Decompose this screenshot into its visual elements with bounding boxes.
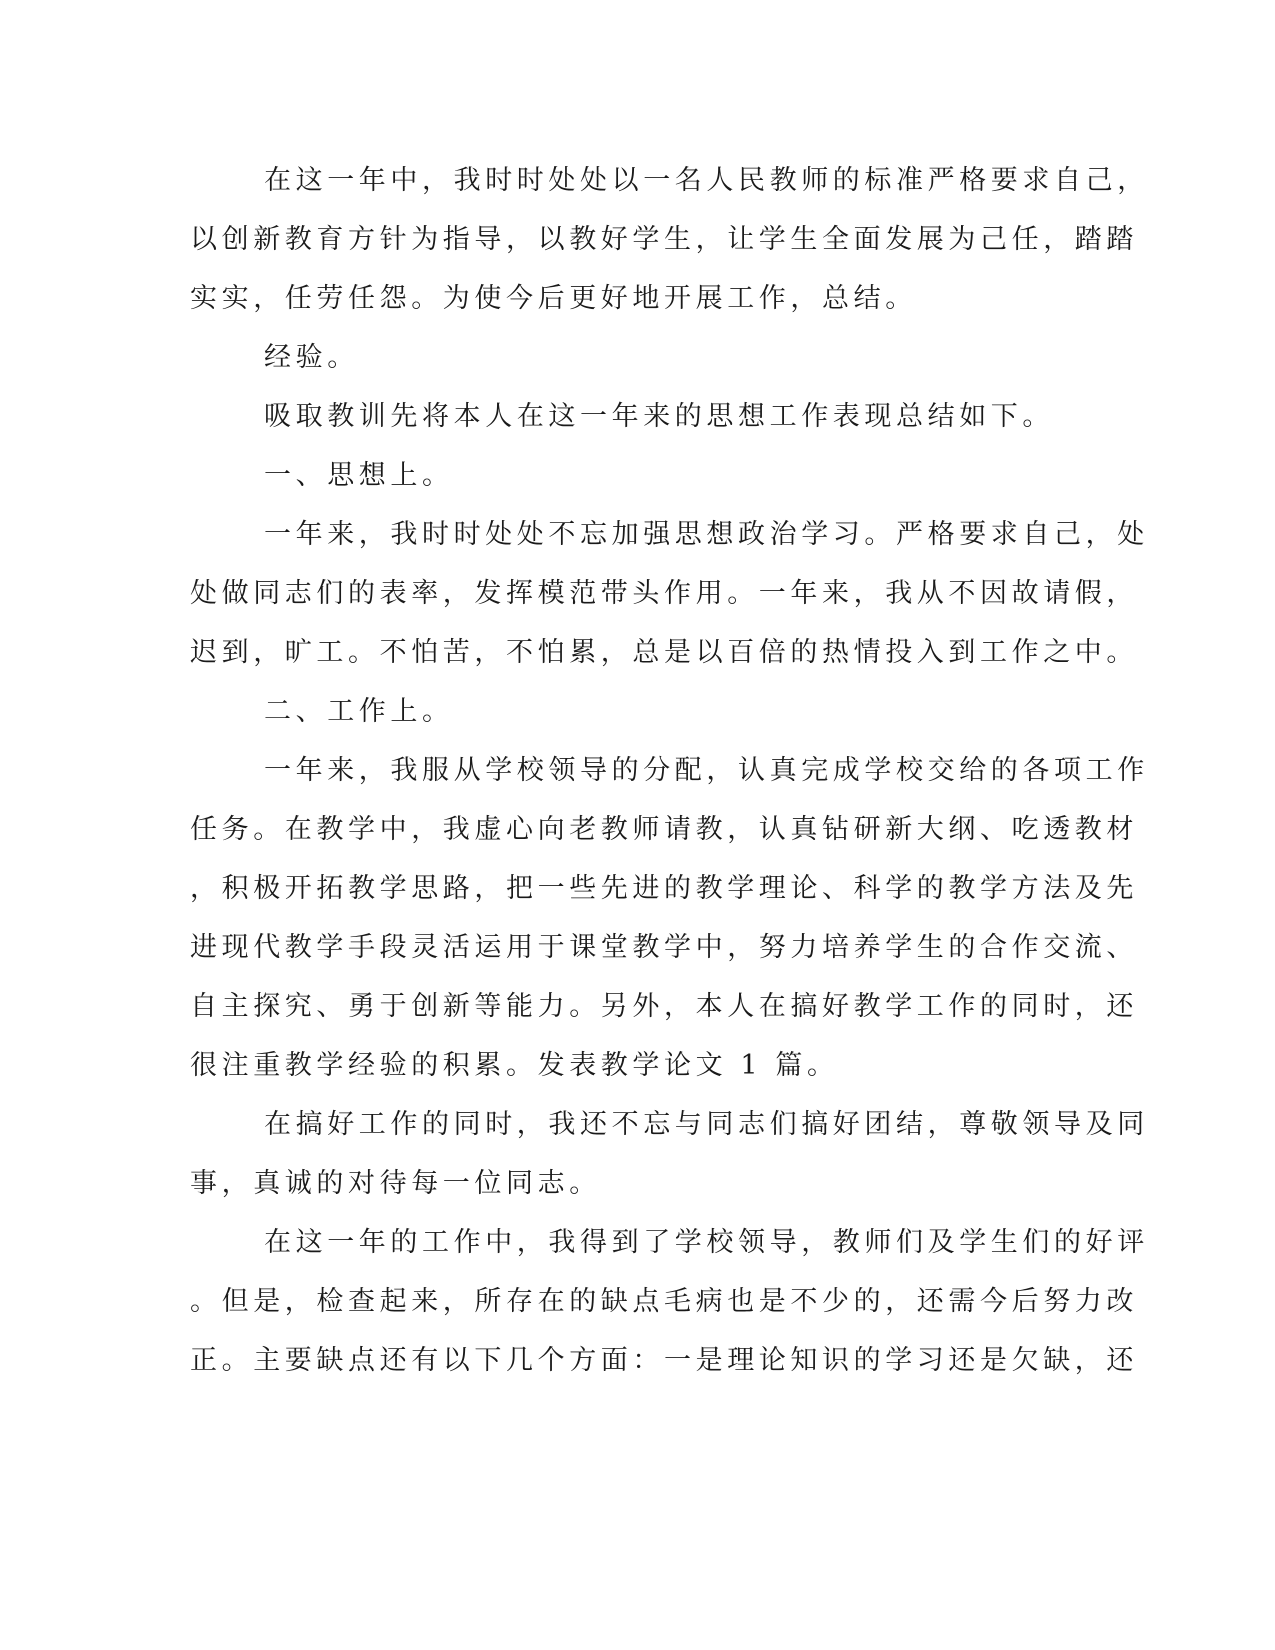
paragraph-line: 正。主要缺点还有以下几个方面：一是理论知识的学习还是欠缺，还 (190, 1345, 1138, 1376)
paragraph-line: 事，真诚的对待每一位同志。 (190, 1168, 601, 1199)
section-heading: 二、工作上。 (264, 696, 454, 727)
paragraph-line: 进现代教学手段灵活运用于课堂教学中，努力培养学生的合作交流、 (190, 932, 1138, 963)
paragraph-line: 实实，任劳任怨。为使今后更好地开展工作，总结。 (190, 283, 917, 314)
paragraph-line: 很注重教学经验的积累。发表教学论文 1 篇。 (190, 1050, 839, 1081)
paragraph-line: 一年来，我服从学校领导的分配，认真完成学校交给的各项工作 (264, 755, 1149, 786)
paragraph-line: 任务。在教学中，我虚心向老教师请教，认真钻研新大纲、吃透教材 (190, 814, 1138, 845)
paragraph-line: 迟到，旷工。不怕苦，不怕累，总是以百倍的热情投入到工作之中。 (190, 637, 1138, 668)
paragraph-line: 在这一年的工作中，我得到了学校领导，教师们及学生们的好评 (264, 1227, 1149, 1258)
paragraph-line: 以创新教育方针为指导，以教好学生，让学生全面发展为己任，踏踏 (190, 224, 1138, 255)
paragraph-line: 一年来，我时时处处不忘加强思想政治学习。严格要求自己，处 (264, 519, 1149, 550)
paragraph-line: 在这一年中，我时时处处以一名人民教师的标准严格要求自己， (264, 165, 1149, 196)
paragraph-line: ，积极开拓教学思路，把一些先进的教学理论、科学的教学方法及先 (190, 873, 1138, 904)
paragraph-line: 处做同志们的表率，发挥模范带头作用。一年来，我从不因故请假， (190, 578, 1138, 609)
section-heading: 一、思想上。 (264, 460, 454, 491)
paragraph-line: 。但是，检查起来，所存在的缺点毛病也是不少的，还需今后努力改 (190, 1286, 1138, 1317)
paragraph-line: 经验。 (264, 342, 359, 373)
paragraph-line: 在搞好工作的同时，我还不忘与同志们搞好团结，尊敬领导及同 (264, 1109, 1149, 1140)
paragraph-line: 自主探究、勇于创新等能力。另外，本人在搞好教学工作的同时，还 (190, 991, 1138, 1022)
paragraph-line: 吸取教训先将本人在这一年来的思想工作表现总结如下。 (264, 401, 1054, 432)
